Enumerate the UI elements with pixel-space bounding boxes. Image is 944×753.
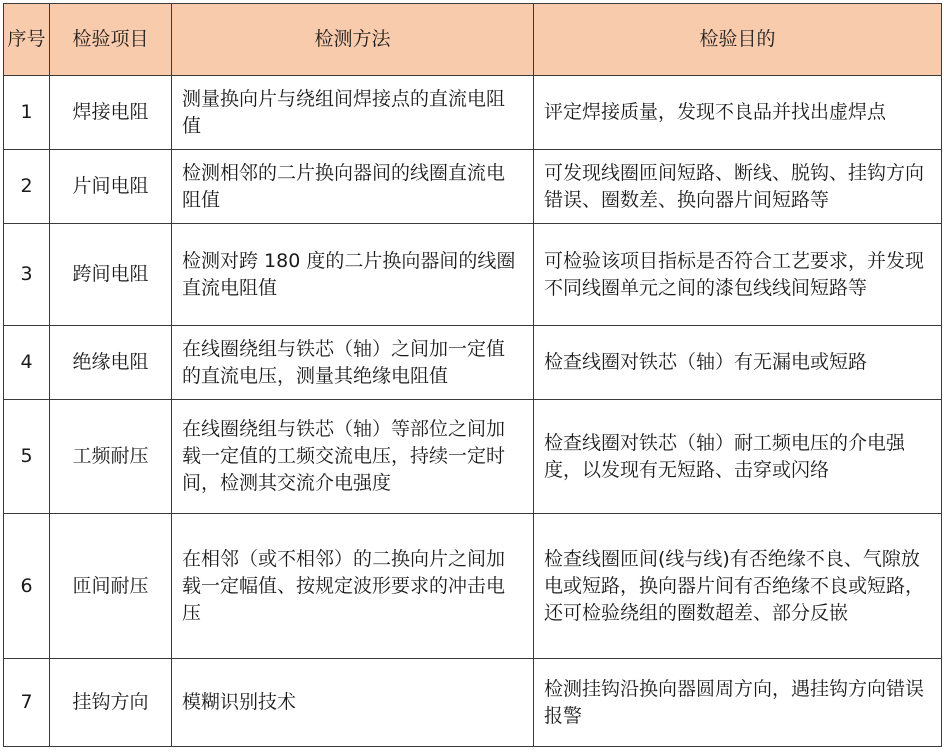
cell-purpose: 评定焊接质量，发现不良品并找出虚焊点 (534, 76, 942, 150)
table-row (4, 659, 942, 747)
table-header (4, 4, 942, 76)
cell-item: 片间电阻 (50, 150, 172, 224)
cell-method: 在线圈绕组与铁芯（轴）之间加一定值的直流电压，测量其绝缘电阻值 (172, 326, 534, 400)
cell-item: 跨间电阻 (50, 224, 172, 326)
cell-no: 3 (4, 224, 50, 326)
header-item: 检验项目 (50, 4, 172, 76)
header-method: 检测方法 (172, 4, 534, 76)
header-no: 序号 (4, 4, 50, 76)
table-body (4, 76, 942, 747)
cell-no: 1 (4, 76, 50, 150)
table-row (4, 224, 942, 326)
table-row (4, 76, 942, 150)
cell-purpose: 检查线圈匝间(线与线)有否绝缘不良、气隙放电或短路，换向器片间有否绝缘不良或短路，还可检验绕组的圈数超差、部分反嵌 (534, 514, 942, 659)
cell-no: 6 (4, 514, 50, 659)
cell-purpose: 检查线圈对铁芯（轴）耐工频电压的介电强度，以发现有无短路、击穿或闪络 (534, 400, 942, 514)
cell-method: 在相邻（或不相邻）的二换向片之间加载一定幅值、按规定波形要求的冲击电压 (172, 514, 534, 659)
inspection-table (3, 3, 942, 747)
cell-method: 检测相邻的二片换向器间的线圈直流电阻值 (172, 150, 534, 224)
cell-item: 焊接电阻 (50, 76, 172, 150)
cell-no: 4 (4, 326, 50, 400)
table-row (4, 150, 942, 224)
cell-item: 匝间耐压 (50, 514, 172, 659)
cell-purpose: 可发现线圈匝间短路、断线、脱钩、挂钩方向错误、圈数差、换向器片间短路等 (534, 150, 942, 224)
cell-item: 挂钩方向 (50, 659, 172, 747)
cell-purpose: 检测挂钩沿换向器圆周方向，遇挂钩方向错误报警 (534, 659, 942, 747)
cell-purpose: 可检验该项目指标是否符合工艺要求，并发现不同线圈单元之间的漆包线线间短路等 (534, 224, 942, 326)
cell-method: 模糊识别技术 (172, 659, 534, 747)
table-row (4, 514, 942, 659)
cell-method: 检测对跨 180 度的二片换向器间的线圈直流电阻值 (172, 224, 534, 326)
cell-method: 测量换向片与绕组间焊接点的直流电阻值 (172, 76, 534, 150)
cell-item: 绝缘电阻 (50, 326, 172, 400)
table-row (4, 326, 942, 400)
cell-method: 在线圈绕组与铁芯（轴）等部位之间加载一定值的工频交流电压，持续一定时间，检测其交流介电强度 (172, 400, 534, 514)
header-purpose: 检验目的 (534, 4, 942, 76)
table-row (4, 400, 942, 514)
cell-no: 2 (4, 150, 50, 224)
cell-no: 5 (4, 400, 50, 514)
cell-purpose: 检查线圈对铁芯（轴）有无漏电或短路 (534, 326, 942, 400)
cell-item: 工频耐压 (50, 400, 172, 514)
cell-no: 7 (4, 659, 50, 747)
header-row (4, 4, 942, 76)
